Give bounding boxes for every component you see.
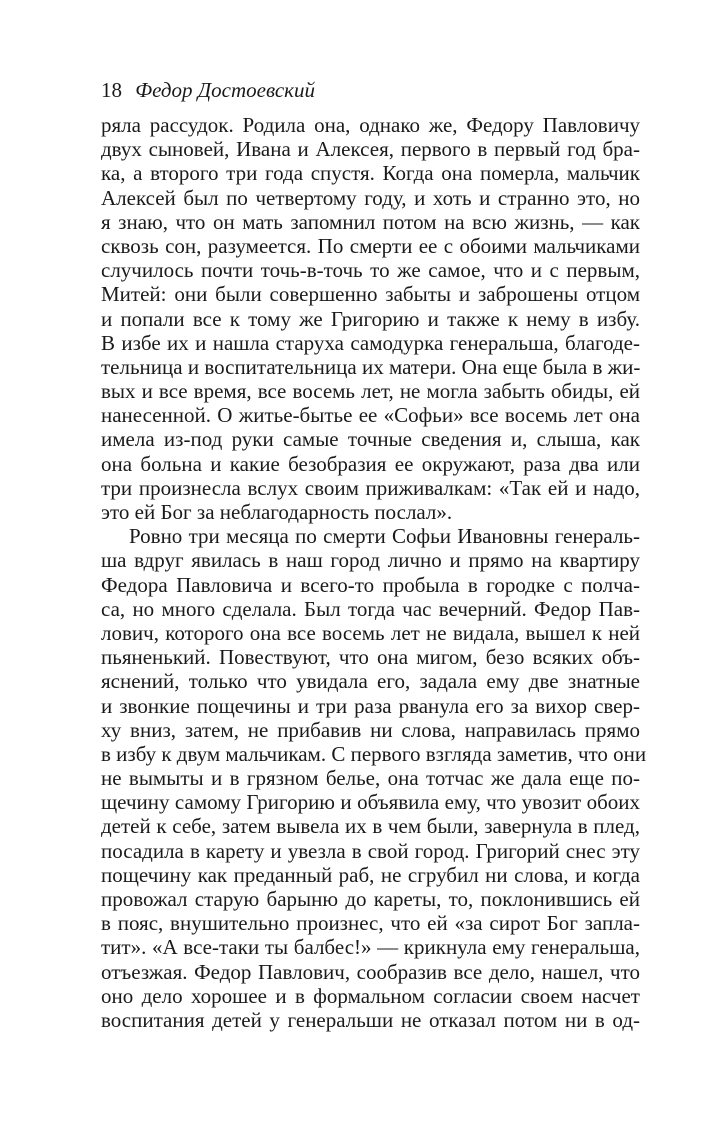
page-number: 18 <box>101 78 122 102</box>
text-line: Федора Павловича и всего-то пробыла в городке с полча- <box>101 572 640 597</box>
text-line: яснений, только что увидала его, задала ему две знатные <box>101 669 640 694</box>
text-line: воспитания детей у генеральши не отказал потом ни в од- <box>101 1007 640 1032</box>
text-line: она больна и какие безобразия ее окружают, раза два или <box>101 451 640 476</box>
text-line: Митей: они были совершенно забыты и заброшены отцом <box>101 282 640 307</box>
text-line: нанесенной. О житье-бытье ее «Софьи» все восемь лет она <box>101 403 640 428</box>
text-line: три произнесла вслух своим приживалкам: «Так ей и надо, <box>101 475 640 500</box>
text-line: сквозь сон, разумеется. По смерти ее с обоими мальчиками <box>101 233 640 258</box>
text-line: ху вниз, затем, не прибавив ни слова, направилась прямо <box>101 717 640 742</box>
text-line: имела из-под руки самые точные сведения и, слыша, как <box>101 427 640 452</box>
text-line: щечину самому Григорию и объявила ему, что увозит обоих <box>101 790 640 815</box>
text-line: посадила в карету и увезла в свой город. Григорий снес эту <box>101 838 640 863</box>
text-line: в пояс, внушительно произнес, что ей «за сирот Бог запла- <box>101 911 640 936</box>
text-line: Ровно три месяца по смерти Софьи Ивановны генераль- <box>129 524 640 549</box>
text-line: вых и все время, все восемь лет, не могла забыть обиды, ей <box>101 379 640 404</box>
text-line: это ей Бог за неблагодарность послал». <box>101 500 453 524</box>
text-line: отъезжая. Федор Павлович, сообразив все дело, нашел, что <box>101 959 640 984</box>
text-line: детей к себе, затем вывела их в чем были, завернула в плед, <box>101 814 640 839</box>
text-line: я знаю, что он мать запомнил потом на всю жизнь, — как <box>101 209 640 234</box>
text-line: са, но много сделала. Был тогда час вечерний. Федор Пав- <box>101 596 640 621</box>
text-line: не вымыты и в грязном белье, она тотчас же дала еще по- <box>101 766 640 791</box>
paragraph <box>101 113 640 524</box>
text-line: провожал старую барыню до кареты, то, поклонившись ей <box>101 887 640 911</box>
text-line: оно дело хорошее и в формальном согласии своем насчет <box>101 983 640 1008</box>
text-line: двух сыновей, Ивана и Алексея, первого в первый год бра- <box>101 137 640 162</box>
text-line: тит». «А все-таки ты балбес!» — крикнула ему генеральша, <box>101 935 640 960</box>
running-header <box>101 78 315 102</box>
text-line: ша вдруг явилась в наш город лично и прямо на квартиру <box>101 548 640 573</box>
text-line: пощечину как преданный раб, не сгрубил ни слова, и когда <box>101 862 640 887</box>
text-line: пьяненький. Повествуют, что она мигом, безо всяких объ- <box>101 645 640 670</box>
text-line: ка, а второго три года спустя. Когда она померла, мальчик <box>101 161 640 186</box>
text-line: случилось почти точь-в-точь то же самое, что и с первым, <box>101 258 640 283</box>
text-line: и звонкие пощечины и три раза рванула его за вихор свер- <box>101 693 640 718</box>
body-text <box>101 113 647 1032</box>
text-line: и попали все к тому же Григорию и также к нему в избу. <box>101 306 640 331</box>
text-line: В избе их и нашла старуха самодурка генеральша, благоде- <box>101 330 640 355</box>
running-title: Федор Достоевский <box>135 78 315 102</box>
text-line: тельница и воспитательница их матери. Она еще была в жи- <box>101 354 641 379</box>
text-line: Алексей был по четвертому году, и хоть и странно это, но <box>101 185 640 210</box>
text-line: ряла рассудок. Родила она, однако же, Федору Павловичу <box>101 113 640 137</box>
text-line: в избу к двум мальчикам. С первого взгляда заметив, что они <box>101 741 647 766</box>
text-line: лович, которого она все восемь лет не видала, вышел к ней <box>101 620 640 645</box>
paragraph <box>101 524 647 1032</box>
